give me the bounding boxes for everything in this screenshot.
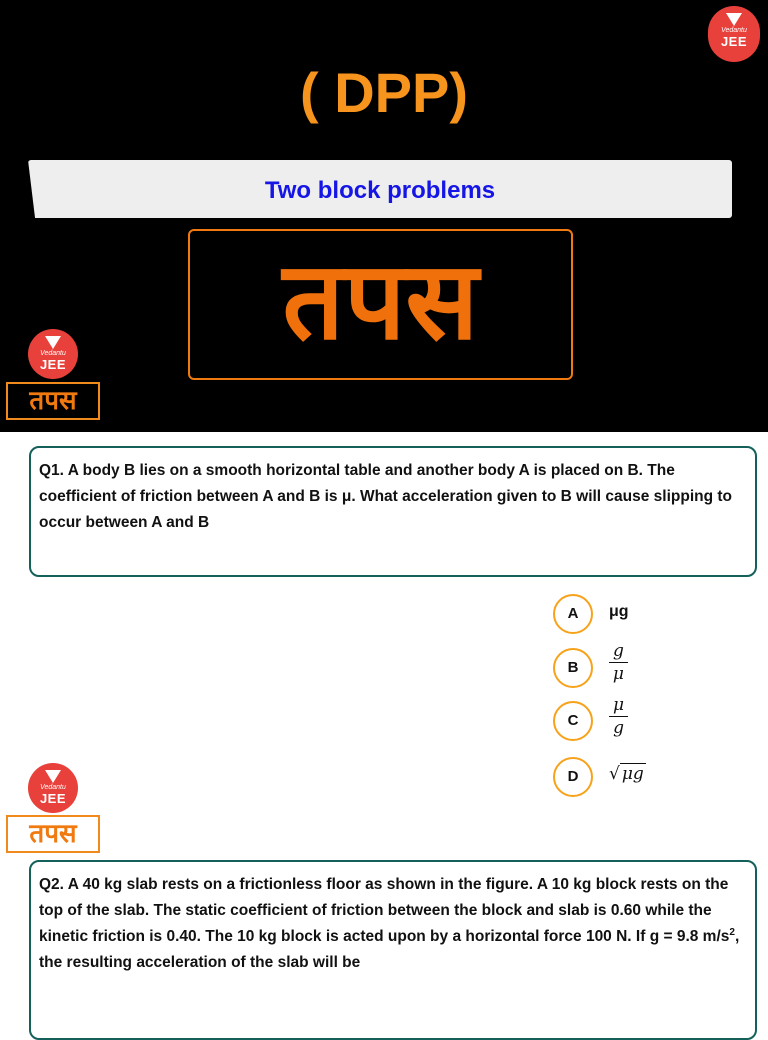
question-2-text: Q2. A 40 kg slab rests on a frictionless floor as shown in the figure. A 10 kg block rests on the top of the slab. The static coefficient of friction between the block and slab is 0.60 while the kinetic friction is 0.40. The 10 kg block is acted upon by a horizontal force 100 N. If g = 9.8 m/s (39, 876, 730, 945)
vedantu-v-icon (45, 336, 61, 349)
option-a[interactable] (553, 594, 593, 634)
dpp-title: ( DPP) (300, 61, 468, 124)
fraction: $\frac{\mu}{g}$ (609, 694, 628, 739)
vedantu-jee-logo-lower: Vedantu JEE (28, 763, 78, 813)
question-1-card (29, 446, 757, 577)
question-2-card (29, 860, 757, 1040)
option-b-letter: B (553, 648, 593, 688)
option-d-letter: D (553, 757, 593, 797)
program-badge-lower: तपस (6, 815, 100, 853)
superscript: 2 (729, 926, 735, 938)
option-c-text (609, 694, 628, 739)
topic-subtitle: Two block problems (264, 177, 496, 204)
program-title: तपस (188, 229, 573, 380)
vedantu-v-icon (726, 13, 742, 26)
option-b-text (609, 640, 628, 685)
vedantu-jee-logo-small: Vedantu JEE (28, 329, 78, 379)
option-b[interactable] (553, 648, 593, 688)
option-a-letter: A (553, 594, 593, 634)
vedantu-v-icon (45, 770, 61, 783)
vedantu-jee-logo: Vedantu JEE (708, 6, 760, 62)
option-c-letter: C (553, 701, 593, 741)
option-d[interactable] (553, 757, 593, 797)
option-d-text: √ μg (609, 764, 644, 784)
question-2-text-end: , the resulting acceleration of the slab will be (39, 928, 740, 971)
option-a-text: μg (609, 603, 629, 620)
fraction: $\frac{g}{\mu}$ (609, 640, 628, 685)
question-1-text: Q1. A body B lies on a smooth horizontal table and another body A is placed on B. The coefficient of friction between A and B is μ. What acceleration given to B will cause slipping to occur between A and B (39, 462, 733, 531)
sqrt-icon: √ (609, 764, 620, 784)
program-badge: तपस (6, 382, 100, 420)
cover-slide (0, 0, 768, 432)
option-c[interactable] (553, 701, 593, 741)
